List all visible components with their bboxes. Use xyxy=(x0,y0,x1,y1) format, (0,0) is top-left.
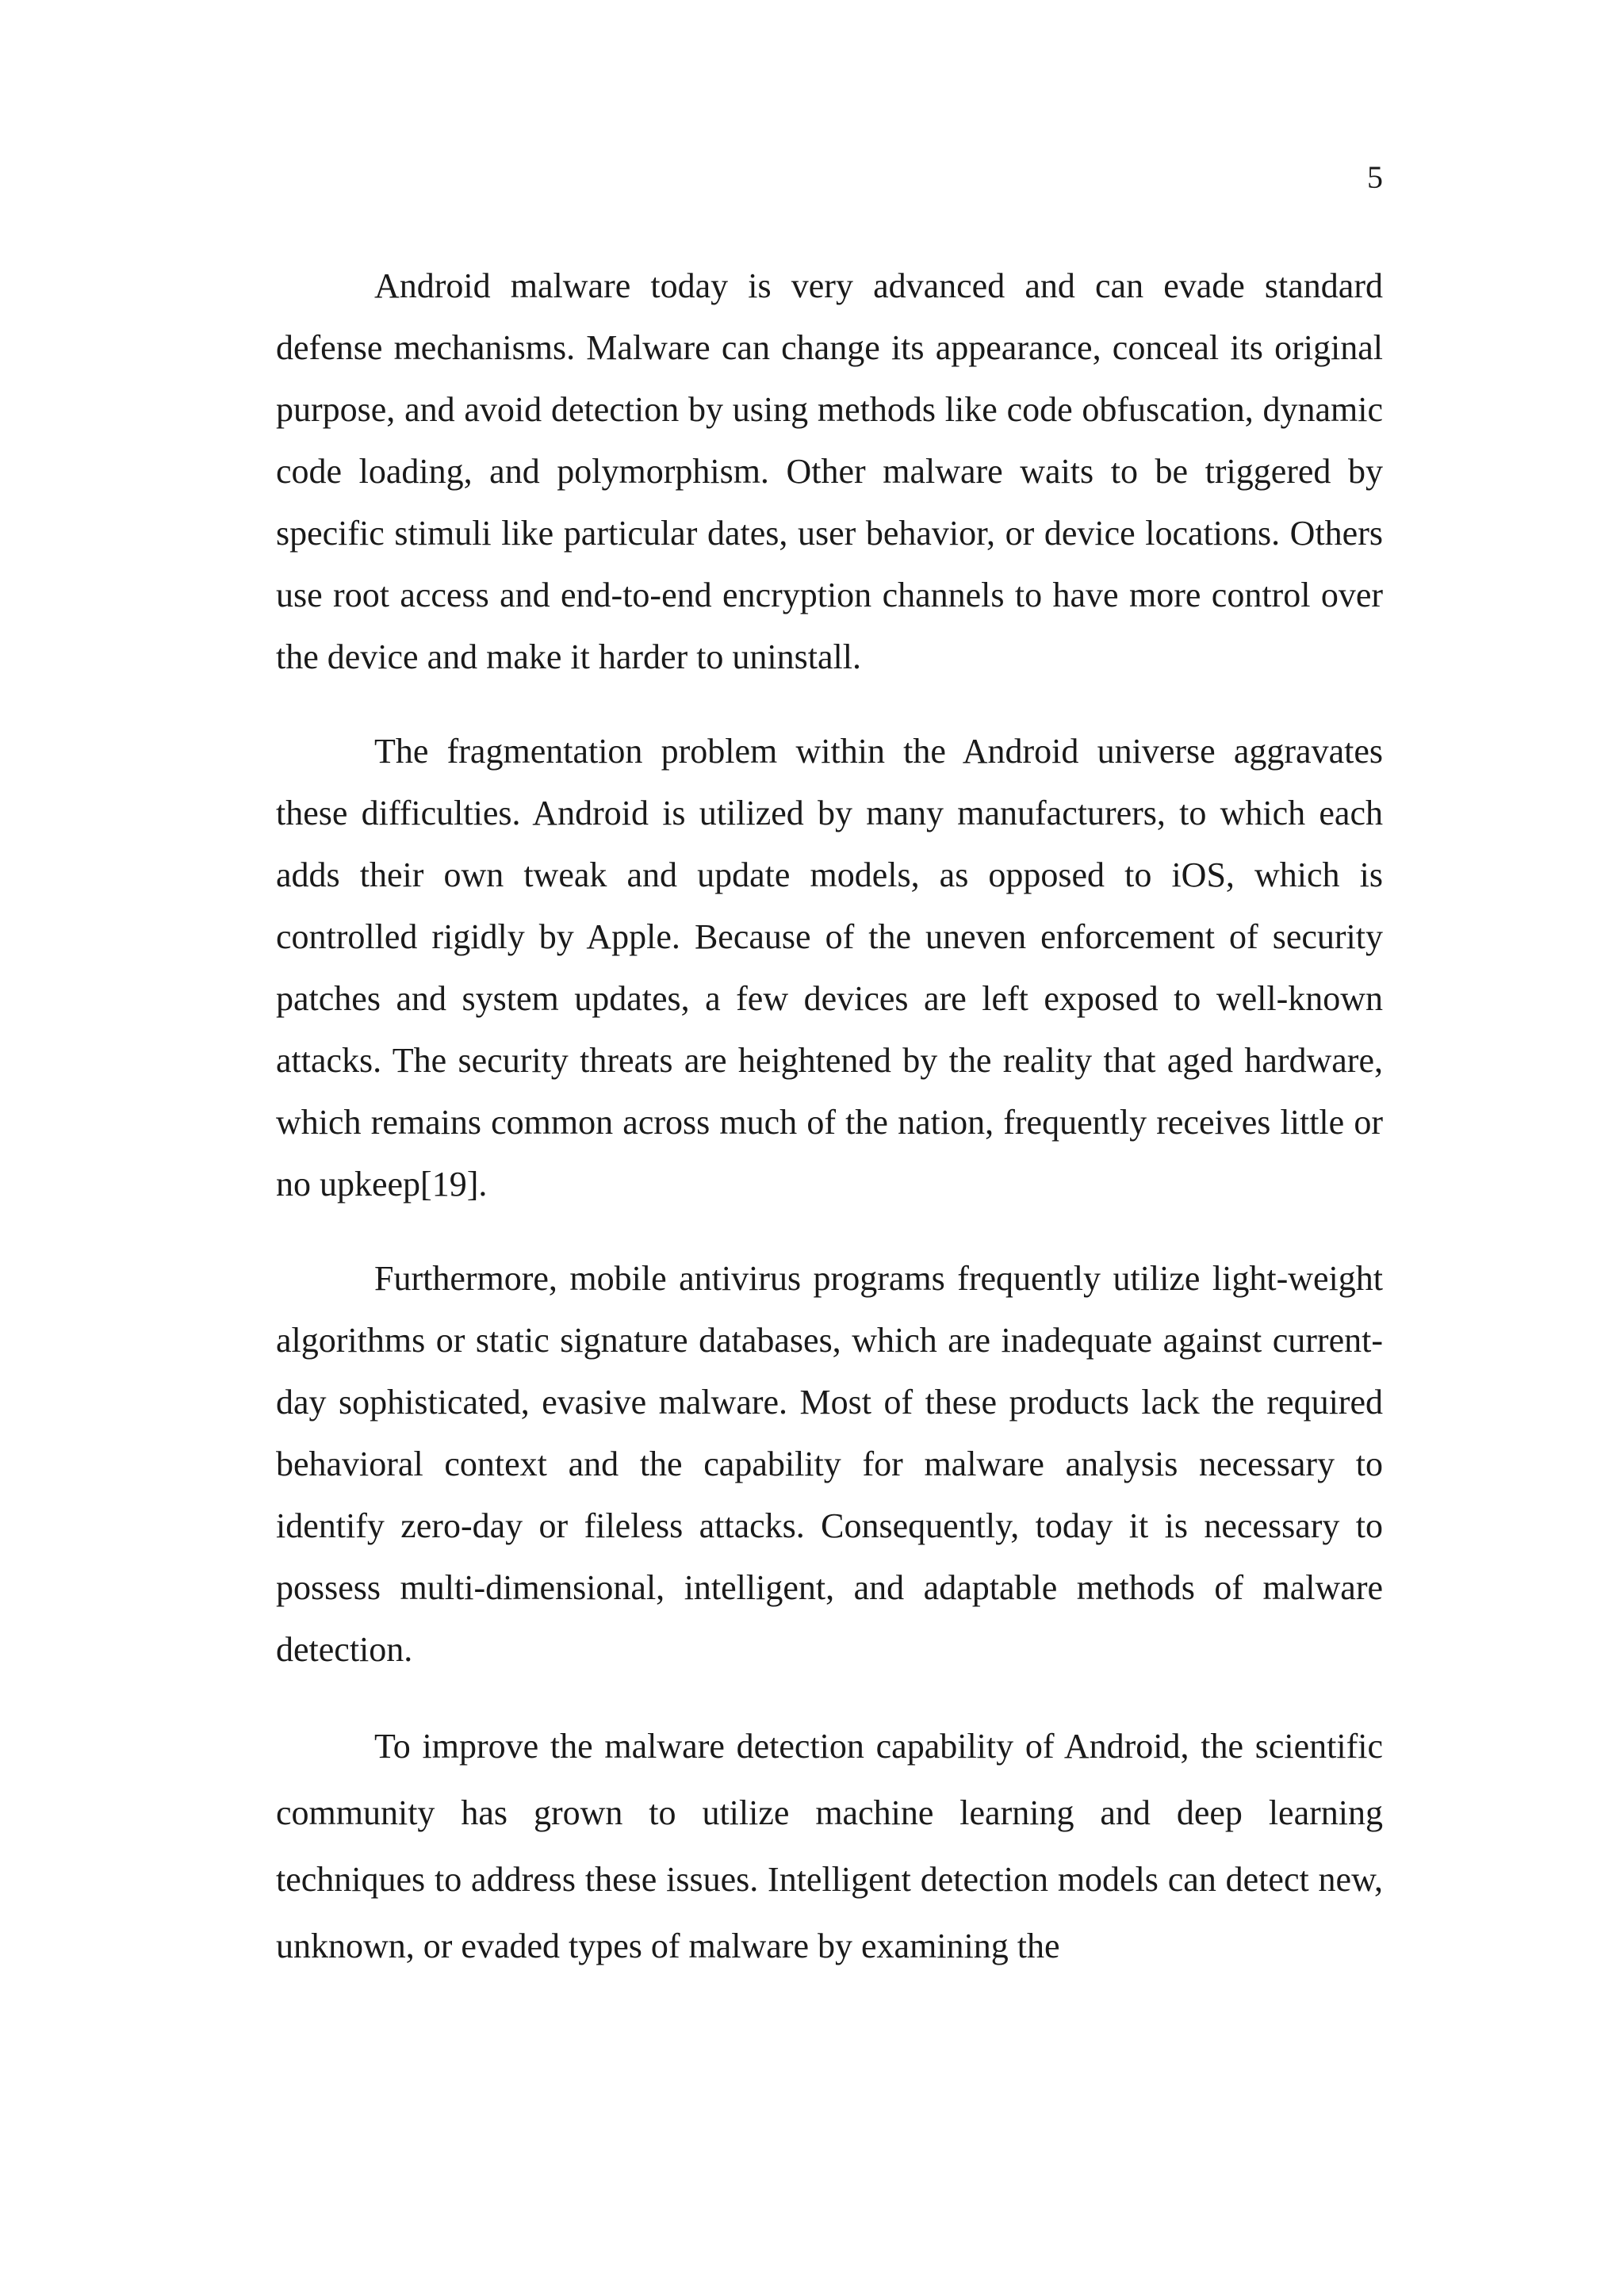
paragraph-ml-detection: To improve the malware detection capability of Android, the scientific community has grown to utilize machine learning and deep learning techniques to address these issues. Intelligent detection models can detect new, unknown, or evaded types of malware by examining the xyxy=(276,1727,1383,1965)
page-number: 5 xyxy=(1367,159,1383,195)
document-body xyxy=(276,255,1383,2012)
paragraph-malware-evasion: Android malware today is very advanced and can evade standard defense mechanisms. Malware can change its appearance, conceal its original purpose, and avoid detection by using methods like code obfuscation, dynamic code loading, and polymorphism. Other malware waits to be triggered by specific stimuli like particular dates, user behavior, or device locations. Others use root access and end-to-end encryption channels to have more control over the device and make it harder to uninstall. xyxy=(276,266,1383,676)
paragraph-antivirus-limitations: Furthermore, mobile antivirus programs frequently utilize light-weight algorithms or static signature databases, which are inadequate against current-day sophisticated, evasive malware. Most of these products lack the required behavioral context and the capability for malware analysis necessary to identify zero-day or fileless attacks. Consequently, today it is necessary to possess multi-dimensional, intelligent, and adaptable methods of malware detection. xyxy=(276,1259,1383,1669)
paragraph-fragmentation: The fragmentation problem within the Android universe aggravates these difficulties. Android is utilized by many manufacturers, to which each adds their own tweak and update models, as opposed to iOS, which is controlled rigidly by Apple. Because of the uneven enforcement of security patches and system updates, a few devices are left exposed to well-known attacks. The security threats are heightened by the reality that aged hardware, which remains common across much of the nation, frequently receives little or no upkeep[19]. xyxy=(276,732,1383,1203)
